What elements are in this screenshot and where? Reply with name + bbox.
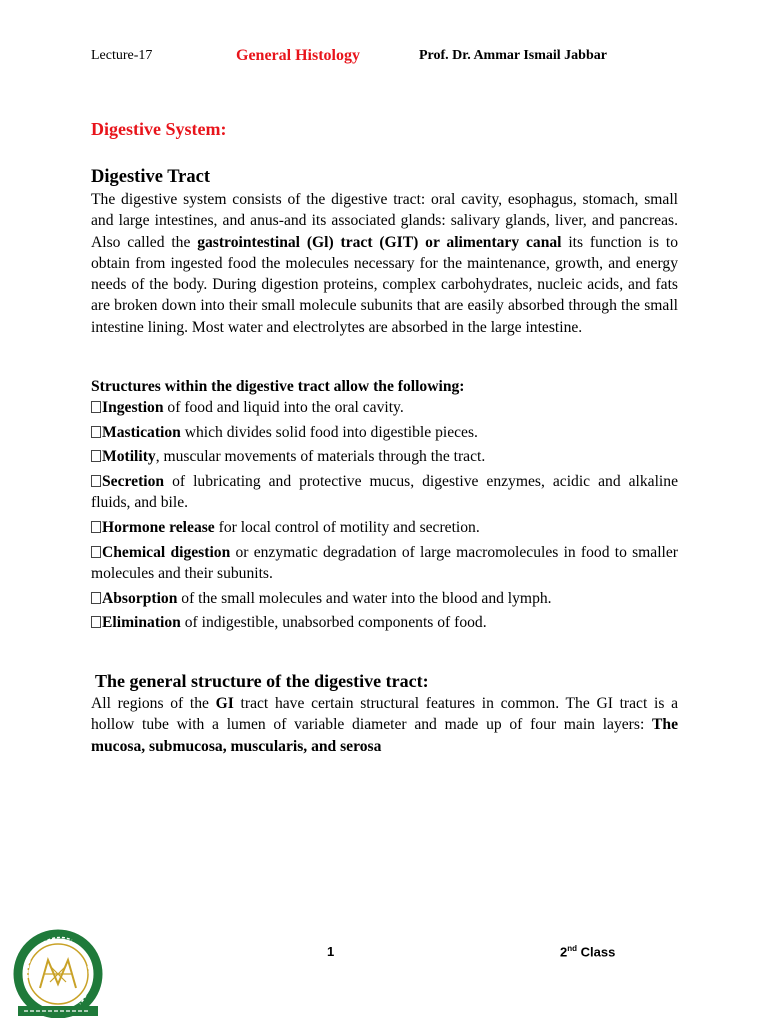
paragraph-text: tract have certain structural features in common. The GI tract is a hollow tube with a lumen of variable diameter and made up of four main layers: — [91, 695, 679, 734]
paragraph-text: All regions of the — [91, 695, 216, 712]
list-item — [91, 588, 678, 609]
general-structure-paragraph — [91, 693, 678, 757]
digestive-tract-paragraph — [91, 189, 678, 338]
list-item-text: of food and liquid into the oral cavity. — [163, 399, 404, 416]
list-item-term: Chemical digestion — [102, 543, 231, 561]
list-item-term: Mastication — [102, 423, 181, 441]
lecture-number: Lecture-17 — [91, 48, 153, 63]
structures-list-title: Structures within the digestive tract allow the following: — [91, 378, 465, 395]
paragraph-text: its function is to obtain from ingested food the molecules necessary for the maintenance, growth, and energy needs of the body. During digestion proteins, complex carbohydrates, nucleic acids, and fats are broken down into their small molecule subunits that are easily absorbed through the small intestine lining. Most water and electrolytes are absorbed in the large intestine. — [91, 233, 679, 336]
paragraph-bold-term: gastrointestinal (Gl) tract (GIT) or alimentary canal — [197, 233, 562, 251]
checkbox-glyph-icon — [91, 401, 101, 413]
class-ordinal: nd — [567, 944, 578, 953]
list-item-term: Secretion — [102, 473, 165, 491]
course-title: General Histology — [236, 47, 360, 64]
section-title: Digestive System: — [91, 119, 227, 139]
checkbox-glyph-icon — [91, 450, 101, 462]
list-item-text: for local control of motility and secretion. — [214, 519, 480, 537]
list-item — [91, 471, 678, 514]
professor-name: Prof. Dr. Ammar Ismail Jabbar — [419, 48, 607, 63]
paragraph-bold-term: GI — [215, 695, 234, 712]
checkbox-glyph-icon — [91, 592, 101, 604]
list-item-text: which divides solid food into digestible pieces. — [180, 423, 478, 441]
layers-list-bold: The mucosa, submucosa, muscularis, and serosa — [91, 716, 678, 755]
class-label — [560, 944, 615, 959]
list-item — [91, 542, 678, 585]
list-item-text: , muscular movements of materials through the tract. — [155, 448, 486, 466]
list-item — [91, 612, 678, 633]
general-structure-heading: The general structure of the digestive tract: — [95, 671, 429, 691]
paragraph-text: The digestive system consists of the digestive tract: oral cavity, esophagus, stomach, small and large intestines, and anus-and its associated glands: salivary glands, liver, and pancreas. Also called the — [91, 191, 678, 251]
page-number: 1 — [327, 944, 335, 959]
list-item-text: of the small molecules and water into the blood and lymph. — [177, 589, 552, 607]
list-item-text: or enzymatic degradation of large macromolecules in food to smaller molecules and their subunits. — [91, 543, 678, 583]
checkbox-glyph-icon — [91, 475, 101, 487]
list-item-term: Hormone release — [102, 519, 215, 537]
list-item-term: Motility — [102, 448, 156, 466]
list-item — [91, 422, 678, 443]
digestive-tract-heading: Digestive Tract — [91, 167, 211, 187]
list-item — [91, 517, 678, 538]
checkbox-glyph-icon — [91, 546, 101, 558]
checkbox-glyph-icon — [91, 521, 101, 533]
structures-list — [91, 397, 678, 637]
checkbox-glyph-icon — [91, 426, 101, 438]
list-item-term: Elimination — [102, 614, 181, 632]
class-text: Class — [577, 944, 616, 960]
class-number: 2 — [560, 944, 568, 960]
list-item — [91, 397, 678, 418]
list-item-text: of lubricating and protective mucus, digestive enzymes, acidic and alkaline fluids, and bile. — [91, 473, 678, 512]
list-item — [91, 446, 678, 467]
university-logo — [10, 926, 110, 1018]
list-item-term: Absorption — [102, 589, 178, 607]
list-item-text: of indigestible, unabsorbed components of food. — [180, 614, 487, 632]
checkbox-glyph-icon — [91, 616, 101, 628]
list-item-term: Ingestion — [102, 399, 164, 416]
